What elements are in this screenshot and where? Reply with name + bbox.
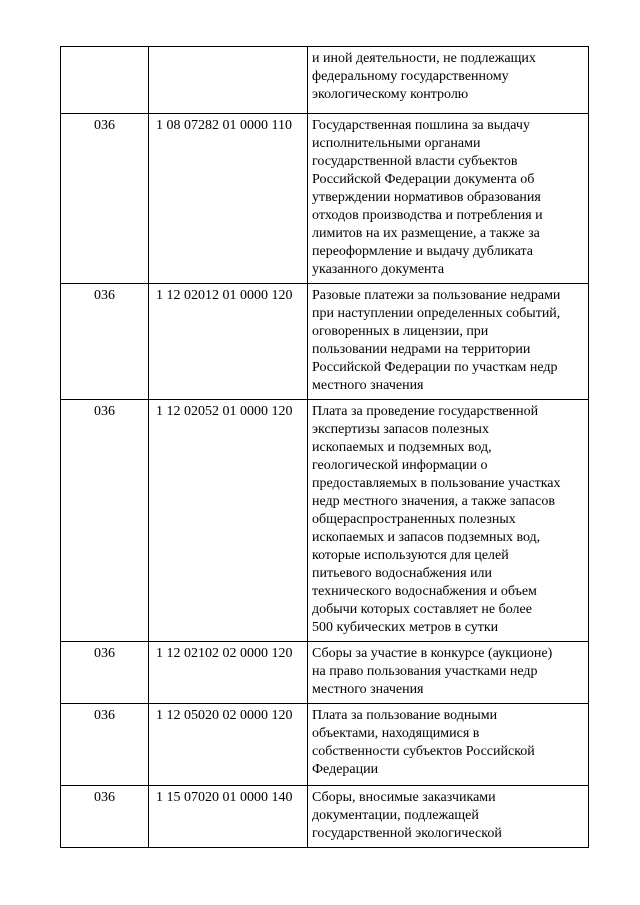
revenue-name-line: Сборы за участие в конкурсе (аукционе) xyxy=(312,646,553,661)
admin-code-cell: 036 xyxy=(61,400,149,642)
revenue-name-line: Разовые платежи за пользование недрами xyxy=(312,288,561,303)
admin-code-cell: 036 xyxy=(61,704,149,786)
revenue-name-line: собственности субъектов Российской xyxy=(312,744,535,759)
budget-code-cell: 1 12 02102 02 0000 120 xyxy=(149,642,308,704)
revenue-name-cell xyxy=(308,704,589,786)
budget-code-cell: 1 12 05020 02 0000 120 xyxy=(149,704,308,786)
revenue-name-line: технического водоснабжения и объем xyxy=(312,584,537,599)
revenue-name-line: на право пользования участками недр xyxy=(312,664,538,679)
table-row xyxy=(61,114,589,284)
revenue-name-line: федеральному государственному xyxy=(312,69,509,84)
revenue-name-cell xyxy=(308,400,589,642)
revenue-name-line: ископаемых и запасов подземных вод, xyxy=(312,530,541,545)
table-row xyxy=(61,47,589,114)
table-row xyxy=(61,284,589,400)
revenue-name-line: Российской Федерации документа об xyxy=(312,172,535,187)
budget-code-cell: 1 08 07282 01 0000 110 xyxy=(149,114,308,284)
revenue-name-line: питьевого водоснабжения или xyxy=(312,566,492,581)
admin-code-cell xyxy=(61,47,149,114)
revenue-name-line: экологическому контролю xyxy=(312,87,469,102)
revenue-name-line: оговоренных в лицензии, при xyxy=(312,324,489,339)
table-row xyxy=(61,786,589,848)
revenue-name-line: Плата за пользование водными xyxy=(312,708,498,723)
revenue-name-cell xyxy=(308,284,589,400)
revenue-name-cell xyxy=(308,114,589,284)
budget-code-cell: 1 15 07020 01 0000 140 xyxy=(149,786,308,848)
table-row xyxy=(61,400,589,642)
revenue-name-line: экспертизы запасов полезных xyxy=(312,422,489,437)
revenue-name-line: предоставляемых в пользование участках xyxy=(312,476,561,491)
revenue-name-line: общераспространенных полезных xyxy=(312,512,516,527)
admin-code-cell: 036 xyxy=(61,642,149,704)
revenue-name-line: местного значения xyxy=(312,682,424,697)
revenue-name-line: геологической информации о xyxy=(312,458,488,473)
revenue-name-line: Федерации xyxy=(312,762,379,777)
revenue-name-line: лимитов на их размещение, а также за xyxy=(312,226,540,241)
revenue-name-line: утверждении нормативов образования xyxy=(312,190,541,205)
revenue-name-line: и иной деятельности, не подлежащих xyxy=(312,51,536,66)
revenue-name-line: переоформление и выдачу дубликата xyxy=(312,244,533,259)
revenue-name-line: 500 кубических метров в сутки xyxy=(312,620,499,635)
admin-code-cell: 036 xyxy=(61,786,149,848)
document-page xyxy=(60,46,588,848)
revenue-name-line: Сборы, вносимые заказчиками xyxy=(312,790,496,805)
revenue-name-line: указанного документа xyxy=(312,262,445,277)
revenue-name-line: Российской Федерации по участкам недр xyxy=(312,360,558,375)
revenue-name-line: местного значения xyxy=(312,378,424,393)
revenue-name-line: ископаемых и подземных вод, xyxy=(312,440,492,455)
budget-classification-table xyxy=(60,46,589,848)
revenue-name-line: объектами, находящимися в xyxy=(312,726,480,741)
admin-code-cell: 036 xyxy=(61,114,149,284)
revenue-name-cell xyxy=(308,786,589,848)
revenue-name-line: исполнительными органами xyxy=(312,136,481,151)
revenue-name-line: документации, подлежащей xyxy=(312,808,479,823)
revenue-name-cell xyxy=(308,47,589,114)
revenue-name-line: Государственная пошлина за выдачу xyxy=(312,118,530,133)
revenue-name-line: Плата за проведение государственной xyxy=(312,404,539,419)
revenue-name-line: отходов производства и потребления и xyxy=(312,208,543,223)
budget-code-cell: 1 12 02012 01 0000 120 xyxy=(149,284,308,400)
revenue-name-line: добычи которых составляет не более xyxy=(312,602,532,617)
revenue-name-line: при наступлении определенных событий, xyxy=(312,306,561,321)
revenue-name-cell xyxy=(308,642,589,704)
revenue-name-line: недр местного значения, а также запасов xyxy=(312,494,555,509)
revenue-name-line: которые используются для целей xyxy=(312,548,509,563)
table-row xyxy=(61,704,589,786)
budget-code-cell xyxy=(149,47,308,114)
budget-code-cell: 1 12 02052 01 0000 120 xyxy=(149,400,308,642)
revenue-name-line: пользовании недрами на территории xyxy=(312,342,531,357)
admin-code-cell: 036 xyxy=(61,284,149,400)
table-row xyxy=(61,642,589,704)
revenue-name-line: государственной экологической xyxy=(312,826,502,841)
table-body xyxy=(61,47,589,848)
revenue-name-line: государственной власти субъектов xyxy=(312,154,518,169)
